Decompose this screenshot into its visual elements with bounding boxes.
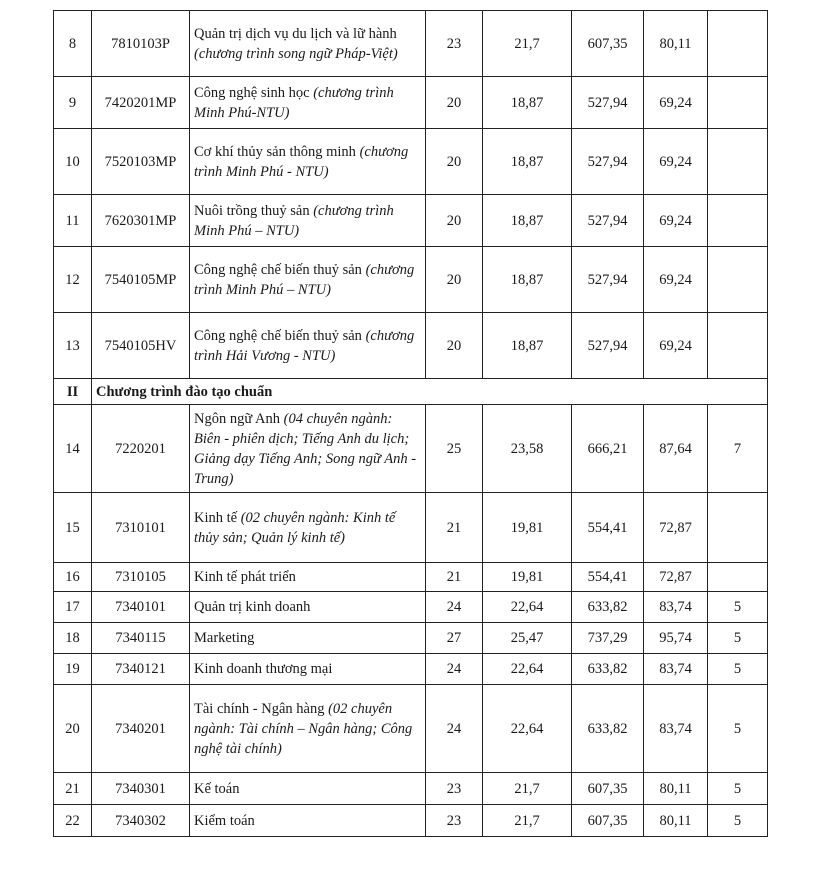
program-name: Kinh tế <box>194 509 238 526</box>
value-col-5: 5 <box>708 623 768 654</box>
table-row <box>54 247 768 313</box>
value-col-5 <box>708 195 768 247</box>
value-col-4: 83,74 <box>644 654 708 685</box>
value-col-5 <box>708 313 768 379</box>
value-col-5 <box>708 11 768 77</box>
value-col-4: 69,24 <box>644 247 708 313</box>
program-name-cell <box>190 592 426 623</box>
value-col-1: 23 <box>426 805 483 837</box>
value-col-5 <box>708 493 768 563</box>
value-col-3: 666,21 <box>572 405 644 493</box>
program-name: Quản trị dịch vụ du lịch và lữ hành <box>194 25 397 42</box>
value-col-3: 527,94 <box>572 77 644 129</box>
program-name-cell <box>190 493 426 563</box>
value-col-3: 633,82 <box>572 685 644 773</box>
program-name: Tài chính - Ngân hàng <box>194 700 325 717</box>
program-name: Cơ khí thủy sản thông minh <box>194 143 356 160</box>
table-row <box>54 313 768 379</box>
value-col-3: 607,35 <box>572 11 644 77</box>
row-number: 18 <box>54 623 92 654</box>
program-code: 7340101 <box>92 592 190 623</box>
row-number: 19 <box>54 654 92 685</box>
value-col-3: 527,94 <box>572 313 644 379</box>
value-col-2: 18,87 <box>483 77 572 129</box>
value-col-2: 18,87 <box>483 195 572 247</box>
value-col-4: 83,74 <box>644 685 708 773</box>
value-col-2: 22,64 <box>483 592 572 623</box>
program-name: Kinh doanh thương mại <box>194 661 333 677</box>
value-col-2: 18,87 <box>483 129 572 195</box>
row-number: 13 <box>54 313 92 379</box>
program-name-cell <box>190 129 426 195</box>
table-row <box>54 195 768 247</box>
value-col-5: 5 <box>708 685 768 773</box>
table-row <box>54 129 768 195</box>
program-name: Marketing <box>194 630 255 646</box>
program-name-cell <box>190 773 426 805</box>
program-name-cell <box>190 654 426 685</box>
row-number: 17 <box>54 592 92 623</box>
value-col-3: 527,94 <box>572 195 644 247</box>
value-col-1: 21 <box>426 493 483 563</box>
row-number: 10 <box>54 129 92 195</box>
value-col-3: 527,94 <box>572 129 644 195</box>
value-col-2: 19,81 <box>483 563 572 592</box>
value-col-4: 87,64 <box>644 405 708 493</box>
value-col-5 <box>708 563 768 592</box>
value-col-2: 19,81 <box>483 493 572 563</box>
table-row <box>54 493 768 563</box>
row-number: 11 <box>54 195 92 247</box>
program-note: (chương trình song ngữ Pháp-Việt) <box>194 45 398 62</box>
value-col-2: 22,64 <box>483 654 572 685</box>
program-code: 7310105 <box>92 563 190 592</box>
table-body <box>54 11 768 837</box>
value-col-1: 20 <box>426 247 483 313</box>
admission-score-table <box>53 10 768 837</box>
value-col-2: 23,58 <box>483 405 572 493</box>
program-name: Ngôn ngữ Anh <box>194 410 281 427</box>
table-row <box>54 77 768 129</box>
program-code: 7340121 <box>92 654 190 685</box>
section-title: Chương trình đào tạo chuẩn <box>92 379 768 405</box>
table-row <box>54 685 768 773</box>
value-col-1: 23 <box>426 773 483 805</box>
program-code: 7420201MP <box>92 77 190 129</box>
program-name: Công nghệ sinh học <box>194 84 310 101</box>
row-number: 9 <box>54 77 92 129</box>
value-col-1: 20 <box>426 77 483 129</box>
program-name: Kinh tế phát triển <box>194 569 296 585</box>
value-col-4: 69,24 <box>644 313 708 379</box>
value-col-3: 554,41 <box>572 563 644 592</box>
value-col-5: 7 <box>708 405 768 493</box>
program-name-cell <box>190 805 426 837</box>
program-name-cell <box>190 11 426 77</box>
score-table-page <box>53 10 768 837</box>
value-col-3: 607,35 <box>572 773 644 805</box>
program-note: (chương trình Minh Phú - NTU) <box>194 143 409 180</box>
value-col-4: 80,11 <box>644 11 708 77</box>
program-note: (02 chuyên ngành: Tài chính – Ngân hàng; Công nghệ tài chính) <box>194 700 413 757</box>
program-code: 7340302 <box>92 805 190 837</box>
value-col-2: 18,87 <box>483 313 572 379</box>
program-name: Kiểm toán <box>194 812 255 829</box>
program-name: Kế toán <box>194 780 240 797</box>
value-col-5 <box>708 247 768 313</box>
value-col-5 <box>708 77 768 129</box>
value-col-4: 69,24 <box>644 195 708 247</box>
program-name-cell <box>190 195 426 247</box>
program-name-cell <box>190 247 426 313</box>
value-col-5: 5 <box>708 805 768 837</box>
row-number: 16 <box>54 563 92 592</box>
program-name: Quản trị kinh doanh <box>194 599 311 615</box>
value-col-1: 21 <box>426 563 483 592</box>
program-note: (chương trình Minh Phú – NTU) <box>194 261 415 298</box>
value-col-2: 21,7 <box>483 773 572 805</box>
program-code: 7540105HV <box>92 313 190 379</box>
value-col-1: 20 <box>426 129 483 195</box>
program-name-cell <box>190 563 426 592</box>
row-number: 22 <box>54 805 92 837</box>
value-col-2: 21,7 <box>483 11 572 77</box>
value-col-4: 80,11 <box>644 805 708 837</box>
value-col-1: 23 <box>426 11 483 77</box>
program-name-cell <box>190 623 426 654</box>
table-row <box>54 773 768 805</box>
row-number: 15 <box>54 493 92 563</box>
program-note: (chương trình Minh Phú-NTU) <box>194 84 394 121</box>
value-col-3: 527,94 <box>572 247 644 313</box>
value-col-5: 5 <box>708 773 768 805</box>
table-row <box>54 654 768 685</box>
table-row <box>54 563 768 592</box>
program-name-cell <box>190 77 426 129</box>
value-col-1: 25 <box>426 405 483 493</box>
value-col-3: 737,29 <box>572 623 644 654</box>
value-col-3: 607,35 <box>572 805 644 837</box>
row-number: 20 <box>54 685 92 773</box>
program-code: 7540105MP <box>92 247 190 313</box>
table-row <box>54 405 768 493</box>
program-name-cell <box>190 313 426 379</box>
value-col-3: 633,82 <box>572 654 644 685</box>
section-number: II <box>54 379 92 405</box>
value-col-4: 95,74 <box>644 623 708 654</box>
program-name: Nuôi trồng thuỷ sản <box>194 202 310 219</box>
value-col-5: 5 <box>708 592 768 623</box>
value-col-5: 5 <box>708 654 768 685</box>
program-code: 7620301MP <box>92 195 190 247</box>
program-note: (04 chuyên ngành: Biên - phiên dịch; Tiếng Anh du lịch; Giảng dạy Tiếng Anh; Song ngữ Anh - Trung) <box>194 410 417 487</box>
table-row <box>54 805 768 837</box>
program-name-cell <box>190 405 426 493</box>
table-row <box>54 11 768 77</box>
value-col-1: 24 <box>426 592 483 623</box>
row-number: 8 <box>54 11 92 77</box>
value-col-3: 554,41 <box>572 493 644 563</box>
section-row <box>54 379 768 405</box>
row-number: 21 <box>54 773 92 805</box>
program-code: 7340115 <box>92 623 190 654</box>
program-code: 7340201 <box>92 685 190 773</box>
program-note: (02 chuyên ngành: Kinh tế thủy sản; Quản lý kinh tế) <box>194 509 396 546</box>
value-col-4: 72,87 <box>644 563 708 592</box>
value-col-4: 72,87 <box>644 493 708 563</box>
value-col-1: 24 <box>426 685 483 773</box>
value-col-2: 18,87 <box>483 247 572 313</box>
row-number: 14 <box>54 405 92 493</box>
program-code: 7810103P <box>92 11 190 77</box>
value-col-4: 80,11 <box>644 773 708 805</box>
value-col-4: 69,24 <box>644 77 708 129</box>
value-col-1: 27 <box>426 623 483 654</box>
value-col-2: 22,64 <box>483 685 572 773</box>
program-note: (chương trình Minh Phú – NTU) <box>194 202 394 239</box>
value-col-2: 21,7 <box>483 805 572 837</box>
row-number: 12 <box>54 247 92 313</box>
value-col-3: 633,82 <box>572 592 644 623</box>
program-note: (chương trình Hải Vương - NTU) <box>194 327 415 364</box>
program-code: 7310101 <box>92 493 190 563</box>
table-row <box>54 623 768 654</box>
program-name-cell <box>190 685 426 773</box>
program-code: 7340301 <box>92 773 190 805</box>
program-name: Công nghệ chế biến thuỷ sản <box>194 327 362 344</box>
program-code: 7520103MP <box>92 129 190 195</box>
value-col-4: 83,74 <box>644 592 708 623</box>
program-name: Công nghệ chế biến thuỷ sản <box>194 261 362 278</box>
value-col-4: 69,24 <box>644 129 708 195</box>
value-col-5 <box>708 129 768 195</box>
table-row <box>54 592 768 623</box>
program-code: 7220201 <box>92 405 190 493</box>
value-col-2: 25,47 <box>483 623 572 654</box>
value-col-1: 20 <box>426 195 483 247</box>
value-col-1: 20 <box>426 313 483 379</box>
value-col-1: 24 <box>426 654 483 685</box>
